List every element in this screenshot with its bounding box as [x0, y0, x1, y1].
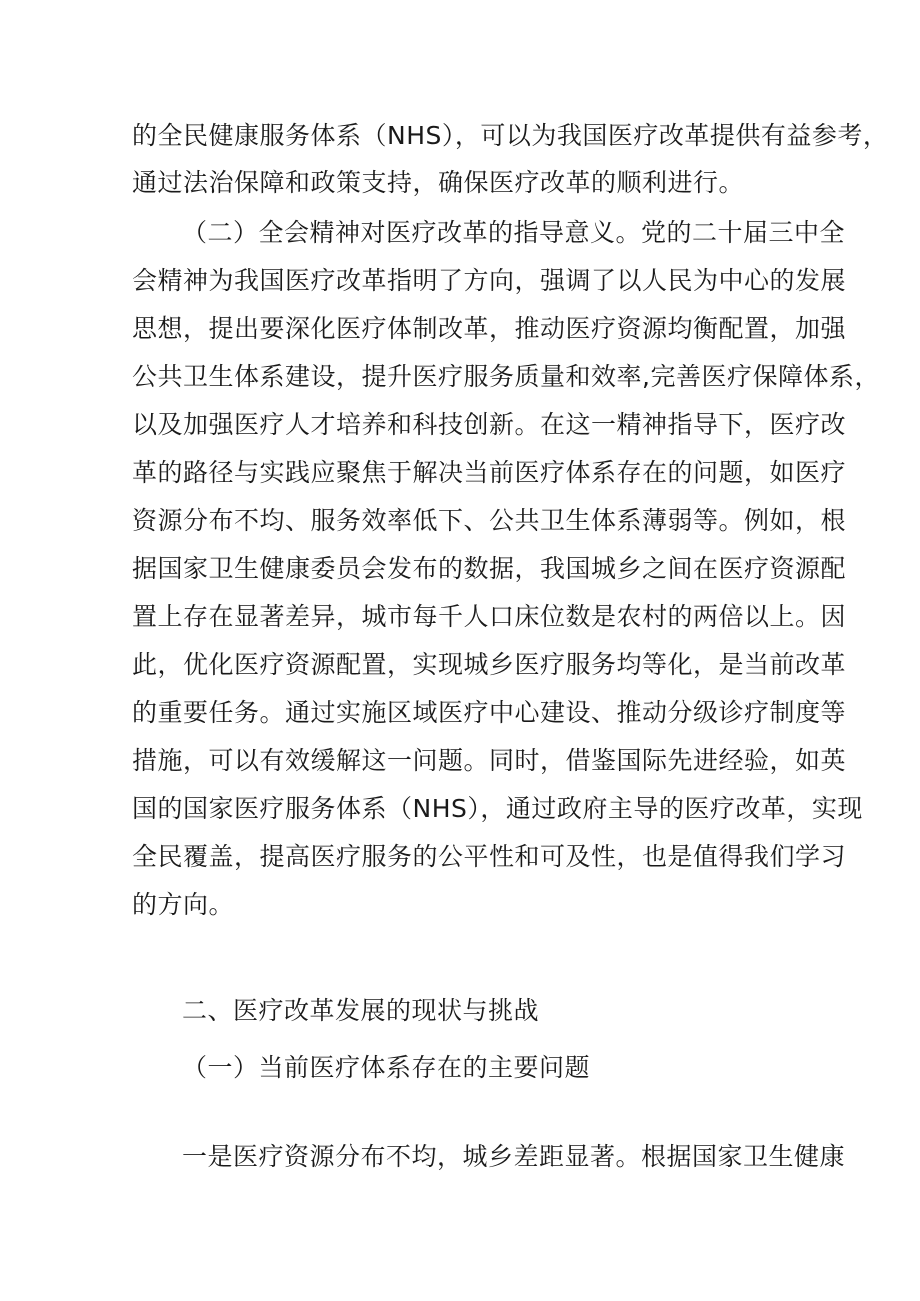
paragraph-2-line-2: 会精神为我国医疗改革指明了方向，强调了以人民为中心的发展	[132, 266, 847, 295]
paragraph-2-line-4: 公共卫生体系建设，提升医疗服务质量和效率,完善医疗保障体系，	[132, 362, 880, 391]
paragraph-2-line-15: 的方向。	[132, 890, 235, 919]
paragraph-1-line-1: 的全民健康服务体系（NHS），可以为我国医疗改革提供有益参考，	[132, 121, 889, 150]
paragraph-2-line-14: 全民覆盖，提高医疗服务的公平性和可及性，也是值得我们学习	[132, 842, 847, 871]
paragraph-2-line-12: 措施，可以有效缓解这一问题。同时，借鉴国际先进经验，如英	[132, 746, 847, 775]
paragraph-2-line-7: 资源分布不均、服务效率低下、公共卫生体系薄弱等。例如，根	[132, 506, 847, 535]
paragraph-2-line-10: 此，优化医疗资源配置，实现城乡医疗服务均等化，是当前改革	[132, 650, 847, 679]
paragraph-2-line-9: 置上存在显著差异，城市每千人口床位数是农村的两倍以上。因	[132, 602, 847, 631]
paragraph-2-line-11: 的重要任务。通过实施区域医疗中心建设、推动分级诊疗制度等	[132, 698, 847, 727]
paragraph-2-line-6: 革的路径与实践应聚焦于解决当前医疗体系存在的问题，如医疗	[132, 458, 847, 487]
subsection-heading: （一）当前医疗体系存在的主要问题	[182, 1053, 591, 1082]
paragraph-2-line-5: 以及加强医疗人才培养和科技创新。在这一精神指导下，医疗改	[132, 410, 847, 439]
paragraph-3-line-1: 一是医疗资源分布不均，城乡差距显著。根据国家卫生健康	[182, 1142, 846, 1171]
paragraph-2-line-1: （二）全会精神对医疗改革的指导意义。党的二十届三中全	[182, 218, 846, 247]
paragraph-2-line-3: 思想，提出要深化医疗体制改革，推动医疗资源均衡配置，加强	[132, 314, 847, 343]
section-heading: 二、医疗改革发展的现状与挑战	[182, 996, 540, 1025]
paragraph-1-line-2: 通过法治保障和政策支持，确保医疗改革的顺利进行。	[132, 168, 745, 197]
paragraph-2-line-13: 国的国家医疗服务体系（NHS），通过政府主导的医疗改革，实现	[132, 794, 863, 823]
paragraph-2-line-8: 据国家卫生健康委员会发布的数据，我国城乡之间在医疗资源配	[132, 554, 847, 583]
